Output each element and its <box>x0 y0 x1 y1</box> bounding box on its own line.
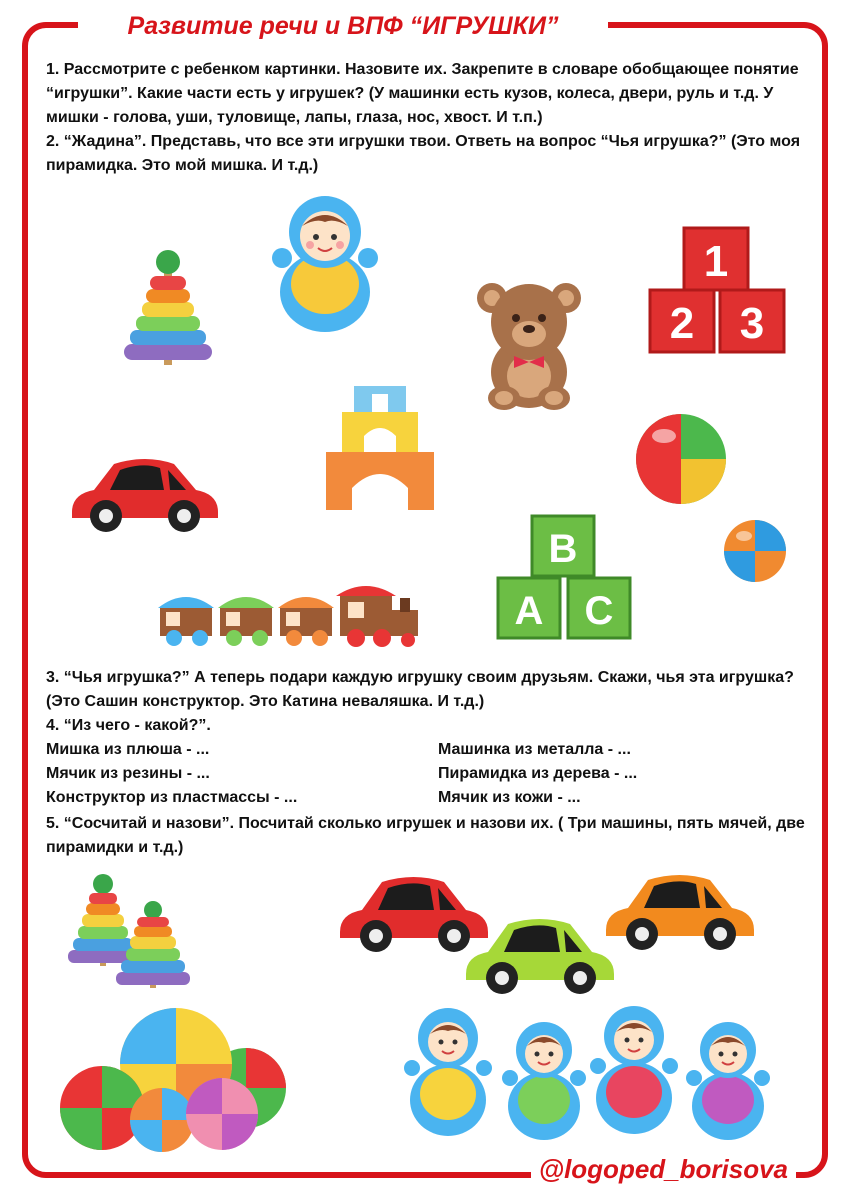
tasks-3-4 <box>46 666 806 738</box>
ball-small-icon <box>722 518 788 584</box>
footer-bar <box>531 1152 796 1186</box>
material-list-left <box>46 738 297 810</box>
task-1: 1. Рассмотрите с ребенком картинки. Назовите их. Закрепите в словаре обобщающее понятие “игрушки”. Какие части есть у игрушек? (У машинки есть кузов, колеса, двери, руль и т.д. У мишки - голова, уши, туловище, лапы, глаза, нос, хвост. И т.п.) <box>46 61 799 126</box>
tasks-1-2 <box>46 58 806 178</box>
material-list-right <box>438 738 637 810</box>
task-3: 3. “Чья игрушка?” А теперь подари каждую игрушку своим друзьям. Скажи, чья эта игрушка? (Это Сашин конструктор. Это Катина неваляшка. И т.д.) <box>46 669 794 710</box>
letter-cubes-icon <box>494 512 634 642</box>
material-item: Машинка из металла - ... <box>438 741 631 758</box>
cube-letter-b: B <box>548 527 578 571</box>
balls-group-icon <box>58 1006 290 1156</box>
cube-letter-c: C <box>584 589 614 633</box>
task-2: 2. “Жадина”. Представь, что все эти игрушки твои. Ответь на вопрос “Чья игрушка?” (Это моя пирамидка. Это мой мишка. И т.д.) <box>46 133 801 174</box>
material-item: Мячик из резины - ... <box>46 765 210 782</box>
author-handle: @logoped_borisova <box>538 1154 788 1184</box>
cube-number-1: 1 <box>703 237 729 286</box>
block-arch-icon <box>322 384 438 514</box>
pyramids-group-icon <box>64 872 194 992</box>
cube-letter-a: A <box>514 589 544 633</box>
number-cubes-icon <box>648 226 786 354</box>
material-item: Конструктор из пластмассы - ... <box>46 789 298 806</box>
car-orange-icon <box>602 872 758 954</box>
train-icon <box>156 572 422 650</box>
car-green-icon <box>462 916 618 998</box>
task-5: 5. “Сосчитай и назови”. Посчитай сколько игрушек и назови их. ( Три машины, пять мячей, две пирамидки и т.д.) <box>46 815 805 856</box>
task-5-block <box>46 812 806 860</box>
task-4: 4. “Из чего - какой?”. <box>46 717 211 734</box>
car-icon <box>66 456 222 534</box>
teddy-bear-icon <box>474 280 584 412</box>
tumbler-dolls-group-icon <box>402 1002 776 1148</box>
ball-icon <box>634 412 728 506</box>
material-item: Мячик из кожи - ... <box>438 789 581 806</box>
page-title: Развитие речи и ВПФ “ИГРУШКИ” <box>127 12 559 40</box>
cube-number-3: 3 <box>739 299 765 348</box>
material-item: Мишка из плюша - ... <box>46 741 210 758</box>
tumbler-doll-icon <box>268 192 383 337</box>
material-item: Пирамидка из дерева - ... <box>438 765 638 782</box>
cube-number-2: 2 <box>669 299 695 348</box>
title-bar <box>78 8 608 44</box>
pyramid-icon <box>118 248 218 368</box>
